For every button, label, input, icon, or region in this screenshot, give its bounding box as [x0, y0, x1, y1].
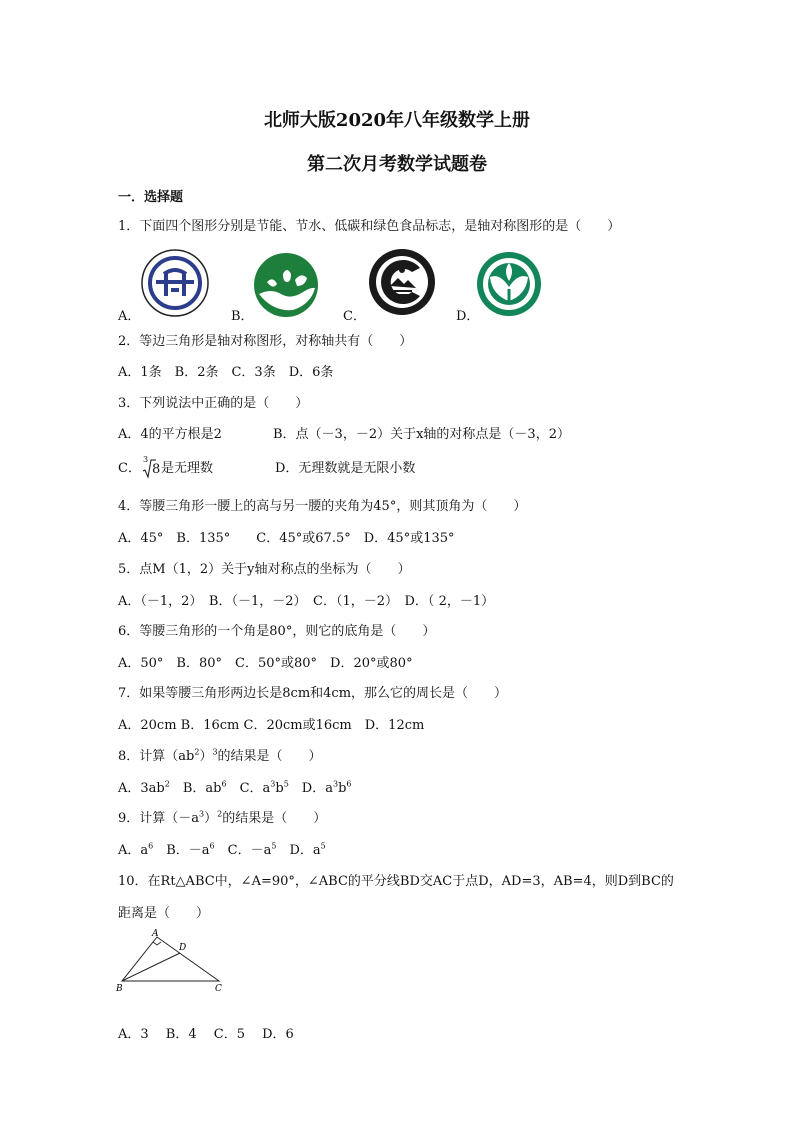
q1-label-b: B． — [231, 309, 254, 324]
question-8-stem: 8．计算$(ab^2)^3$的结果是（ ） — [118, 747, 322, 764]
question-8-options: A．$3ab^2$ B．$ab^6$ C．$a^3b^5$ D．$a^3b^6$ — [118, 779, 352, 796]
question-3-option-d: D．无理数就是无限小数 — [275, 461, 416, 476]
question-6-options: A．50° B．80° C．50°或80° D．20°或80° — [118, 656, 413, 671]
question-5-stem: 5．点M（1，2）关于y轴对称点的坐标为（ ） — [118, 562, 411, 577]
q1-label-c: C． — [343, 309, 366, 324]
point-a-label: A — [152, 929, 159, 939]
question-7-stem: 7．如果等腰三角形两边长是8cm和4cm，那么它的周长是（ ） — [118, 686, 508, 701]
question-3-stem: 3．下列说法中正确的是（ ） — [118, 396, 309, 411]
question-10-stem-line2: 距离是（ ） — [118, 906, 210, 921]
question-3-option-c-label: C． — [118, 461, 141, 476]
document-subtitle: 第二次月考数学试题卷 — [307, 154, 487, 175]
question-10-options: A．3 B．4 C．5 D．6 — [118, 1027, 294, 1042]
question-9-options: A．$a^6$ B．$-a^6$ C．$-a^5$ D．$a^5$ — [118, 841, 326, 858]
question-4-options: A．45° B．135° C．45°或67.5° D．45°或135° — [118, 531, 455, 546]
question-4-stem: 4．等腰三角形一腰上的高与另一腰的夹角为45°，则其顶角为（ ） — [118, 499, 527, 514]
green-food-logo-icon — [476, 251, 542, 317]
radicand: 8 — [152, 462, 161, 477]
question-9-stem: 9．计算$(-a^3)^2$的结果是（ ） — [118, 809, 327, 826]
question-7-options: A．20cm B．16cm C．20cm或16cm D．12cm — [118, 718, 425, 733]
question-1-stem: 1．下面四个图形分别是节能、节水、低碳和绿色食品标志，是轴对称图形的是（ ） — [118, 219, 621, 234]
cube-root-index: 3 — [143, 455, 149, 464]
q1-label-d: D． — [456, 309, 480, 324]
q1-label-a: A． — [118, 309, 141, 324]
question-6-stem: 6．等腰三角形的一个角是80°，则它的底角是（ ） — [118, 624, 436, 639]
document-title: 北师大版2020年八年级数学上册 — [263, 110, 531, 131]
question-5-options: A．（－1，2） B．（－1，－2） C．（1，－2） D．（ 2，－1） — [118, 594, 495, 609]
point-d-label: D — [179, 943, 187, 953]
point-c-label: C — [215, 984, 222, 994]
question-3-option-a: A．4的平方根是2 — [118, 427, 222, 442]
energy-saving-logo-icon — [140, 248, 210, 318]
low-carbon-logo-icon — [368, 248, 436, 316]
section-heading: 一．选择题 — [118, 190, 184, 205]
question-2-stem: 2．等边三角形是轴对称图形，对称轴共有（ ） — [118, 334, 413, 349]
point-b-label: B — [116, 984, 123, 994]
question-10-stem-line1: 10．在Rt△ABC中，∠A=90°，∠ABC的平分线BD交AC于点D，AD=3，AB=4，则D到BC的 — [118, 874, 674, 889]
water-saving-logo-icon — [253, 252, 319, 318]
triangle-diagram — [112, 925, 232, 995]
question-3-option-b: B．点（－3，－2）关于x轴的对称点是（－3，2） — [273, 427, 570, 442]
question-3-option-c-text: 是无理数 — [161, 461, 214, 476]
question-2-options: A．1条 B．2条 C．3条 D．6条 — [118, 365, 334, 380]
